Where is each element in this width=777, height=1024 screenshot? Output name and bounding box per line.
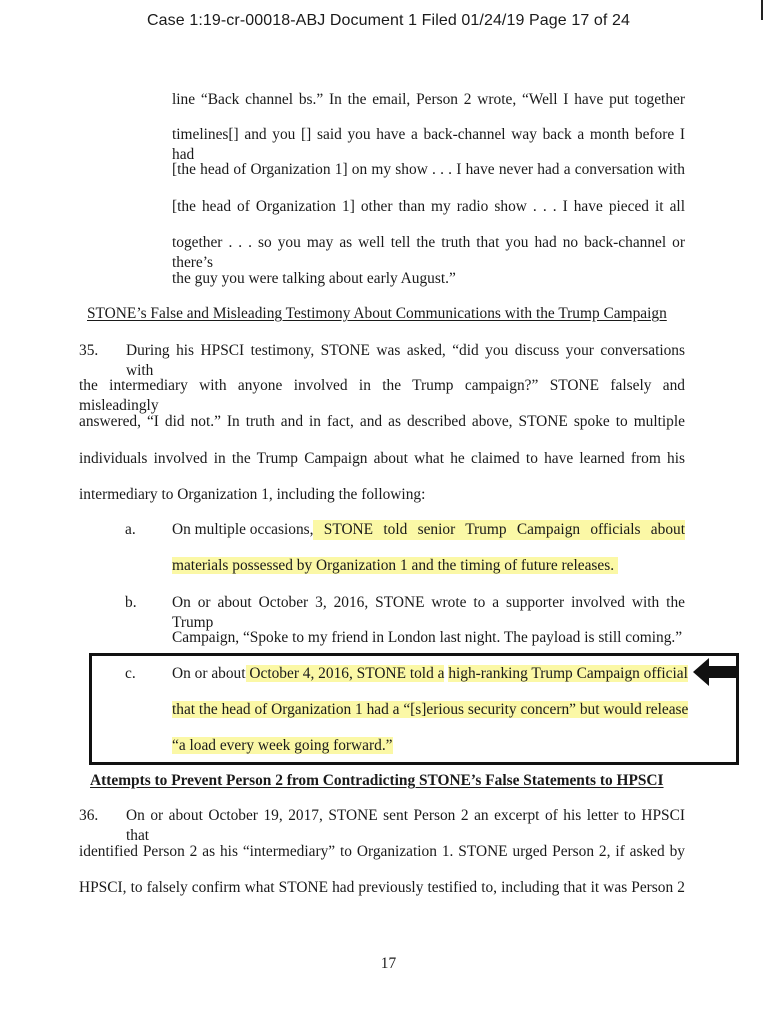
paragraph-36-line-2: identified Person 2 as his “intermediary” to Organization 1. STONE urged Person 2, if asked by (79, 843, 685, 860)
paragraph-35-line-5: intermediary to Organization 1, including the following: (79, 486, 426, 503)
list-item-b-line-1: On or about October 3, 2016, STONE wrote to a supporter involved with the Trump (172, 594, 685, 631)
paragraph-35-line-2: the intermediary with anyone involved in the Trump campaign?” STONE falsely and misleadingly (79, 377, 685, 414)
list-item-c-highlight-line-2: that the head of Organization 1 had a “[s]erious security concern” but would release (172, 701, 689, 718)
paragraph-35-number: 35. (79, 342, 99, 359)
quote-line-5: together . . . so you may as well tell the truth that you had no back-channel or there’s (172, 234, 685, 271)
list-item-a-marker: a. (125, 521, 136, 538)
quote-line-1: line “Back channel bs.” In the email, Person 2 wrote, “Well I have put together (172, 91, 685, 108)
list-item-c-highlight-line-3: “a load every week going forward.” (172, 737, 393, 754)
paragraph-35-first-line: During his HPSCI testimony, STONE was asked, “did you discuss your conversations with (126, 342, 685, 379)
paragraph-35-line-4: individuals involved in the Trump Campaign about what he claimed to have learned from his (79, 450, 685, 467)
list-item-c-line-3 (172, 736, 393, 756)
quote-line-6: the guy you were talking about early August.” (172, 270, 456, 287)
list-item-a-highlight-1: STONE told senior Trump Campaign officials about (313, 521, 685, 538)
list-item-a-line-1 (172, 520, 685, 540)
quote-line-2: timelines[] and you [] said you have a back-channel way back a month before I had (172, 126, 685, 163)
list-item-c-highlight-date: October 4, 2016, STONE told a (245, 665, 445, 682)
left-pointing-arrow-icon (693, 658, 737, 686)
section-heading-attempts: Attempts to Prevent Person 2 from Contradicting STONE’s False Statements to HPSCI (90, 772, 664, 789)
list-item-a-text-plain: On multiple occasions, (172, 521, 314, 538)
section-heading-testimony: STONE’s False and Misleading Testimony About Communications with the Trump Campaign (87, 305, 667, 322)
paragraph-36-number: 36. (79, 807, 99, 824)
list-item-c-text-plain: On or about (172, 665, 246, 682)
list-item-a-line-2 (172, 556, 618, 576)
paragraph-35-line-3: answered, “I did not.” In truth and in fact, and as described above, STONE spoke to multiple (79, 413, 685, 430)
page-number: 17 (380, 955, 397, 972)
quote-line-4: [the head of Organization 1] other than my radio show . . . I have pieced it all (172, 198, 685, 215)
list-item-a-highlight-2: materials possessed by Organization 1 and the timing of future releases. (172, 557, 618, 574)
quote-line-3: [the head of Organization 1] on my show . . . I have never had a conversation with (172, 161, 685, 178)
list-item-c-line-2 (172, 700, 688, 720)
list-item-c-highlight-official: high-ranking Trump Campaign official (448, 665, 688, 682)
list-item-b-marker: b. (125, 594, 137, 611)
list-item-b-line-2: Campaign, “Spoke to my friend in London last night. The payload is still coming.” (172, 629, 683, 646)
list-item-c-marker: c. (125, 665, 136, 682)
paragraph-36-first-line: On or about October 19, 2017, STONE sent Person 2 an excerpt of his letter to HPSCI that (126, 807, 685, 844)
case-header: Case 1:19-cr-00018-ABJ Document 1 Filed 01/24/19 Page 17 of 24 (147, 12, 630, 29)
paragraph-36-line-3: HPSCI, to falsely confirm what STONE had previously testified to, including that it was Person 2 (79, 879, 685, 896)
list-item-c-line-1 (172, 664, 688, 684)
